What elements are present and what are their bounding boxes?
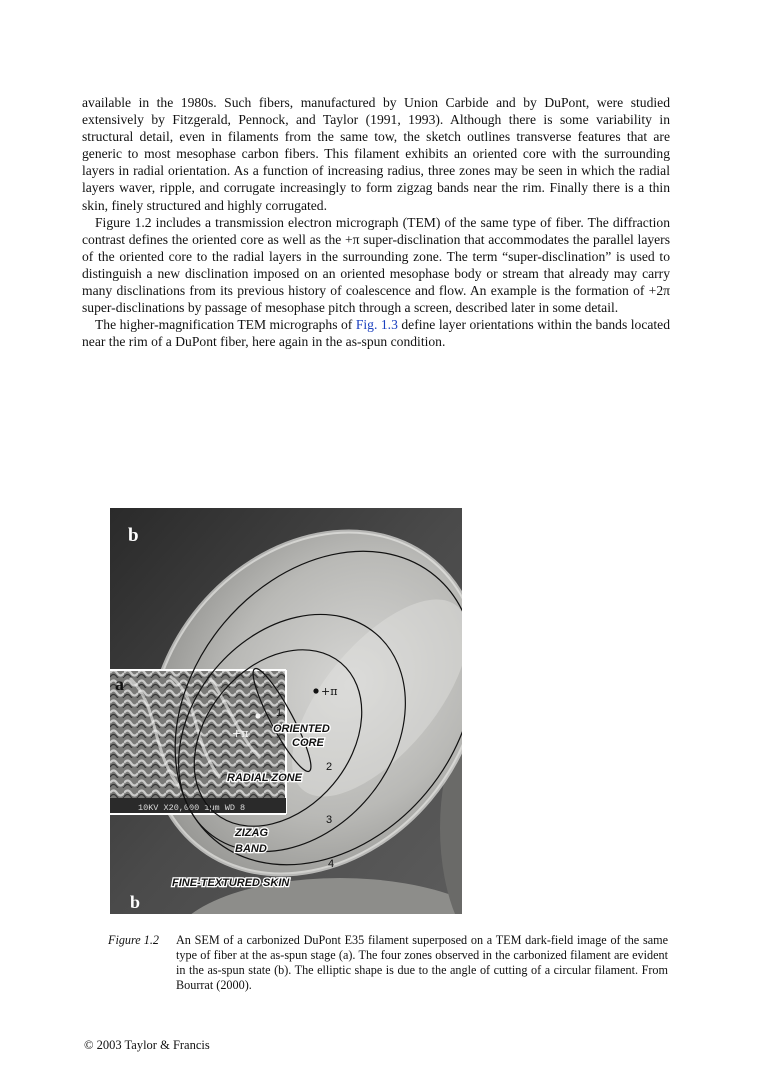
panel-label-b-top: b	[128, 525, 139, 546]
paragraph-3-text-b: define layer orientations within the bands located near the rim of a DuPont fiber, here again in the as-spun condition.	[82, 317, 670, 350]
tem-inset-shade	[110, 670, 286, 814]
zone-number-2: 2	[326, 761, 333, 773]
figure-caption	[108, 933, 668, 993]
label-core: CORE	[292, 737, 324, 749]
zone-number-1: 1	[276, 707, 283, 719]
plus-pi-label-2: +π	[232, 727, 249, 740]
label-radial-zone: RADIAL ZONE	[227, 772, 302, 784]
disclination-dot-1	[313, 688, 318, 693]
paragraph-3-text-a: The higher-magnification TEM micrographs of	[95, 317, 356, 333]
label-zizag: ZIZAG	[235, 827, 268, 839]
caption-text: An SEM of a carbonized DuPont E35 filament superposed on a TEM dark-field image of the same type of fiber at the as-spun stage (a). The four zones observed in the carbonized filament are evident in the as-spun state (b). The elliptic shape is due to the angle of cutting of a circular filament. From Bourrat (2000).	[176, 933, 668, 992]
figure-1-3-link[interactable]: Fig. 1.3	[355, 317, 398, 333]
paragraph-1: available in the 1980s. Such fibers, manufactured by Union Carbide and by DuPont, were studied extensively by Fitzgerald, Pennock, and Taylor (1991, 1993). Although there is some variability in structural detail, even in filaments from the same tow, the sketch outlines transverse features that are generic to most mesophase carbon fibers. This filament exhibits an oriented core with the surrounding layers in radial orientation. As a function of increasing radius, three zones may be seen in which the radial layers waver, ripple, and corrugate increasingly to form zigzag bands near the rim. Finally there is a thin skin, finely structured and highly corrugated.	[82, 95, 670, 213]
paragraph-3	[82, 316, 670, 350]
scale-bar-text: 10KV X20,000 1µm WD 8	[138, 803, 246, 813]
label-band: BAND	[235, 843, 267, 855]
copyright-footer: © 2003 Taylor & Francis	[84, 1038, 210, 1052]
figure-1-2-micrograph	[110, 508, 462, 914]
plus-pi-label-1: +π	[321, 685, 338, 698]
caption-label: Figure 1.2	[108, 933, 159, 947]
paragraph-2: Figure 1.2 includes a transmission electron micrograph (TEM) of the same type of fiber. The diffraction contrast defines the oriented core as well as the +π super-disclination that accommodates the parallel layers of the oriented core to the radial layers in the surrounding zone. The term “super-disclination” is used to distinguish a new disclination imposed on an oriented mesophase body or stream that already may carry many disclinations from its previous history of coalescence and flow. An example is the formation of +2π super-disclinations by passage of mesophase pitch through a screen, described later in some detail.	[82, 214, 670, 316]
zone-number-3: 3	[326, 814, 333, 826]
zone-number-4: 4	[328, 858, 335, 870]
panel-label-a: a	[115, 674, 124, 694]
label-oriented: ORIENTED	[273, 723, 330, 735]
micrograph-image	[110, 508, 462, 914]
body-text	[82, 94, 670, 350]
label-fine-textured-skin: FINE-TEXTURED SKIN	[172, 877, 290, 889]
panel-label-b-bottom: b	[130, 892, 141, 912]
disclination-dot-2	[255, 713, 260, 718]
